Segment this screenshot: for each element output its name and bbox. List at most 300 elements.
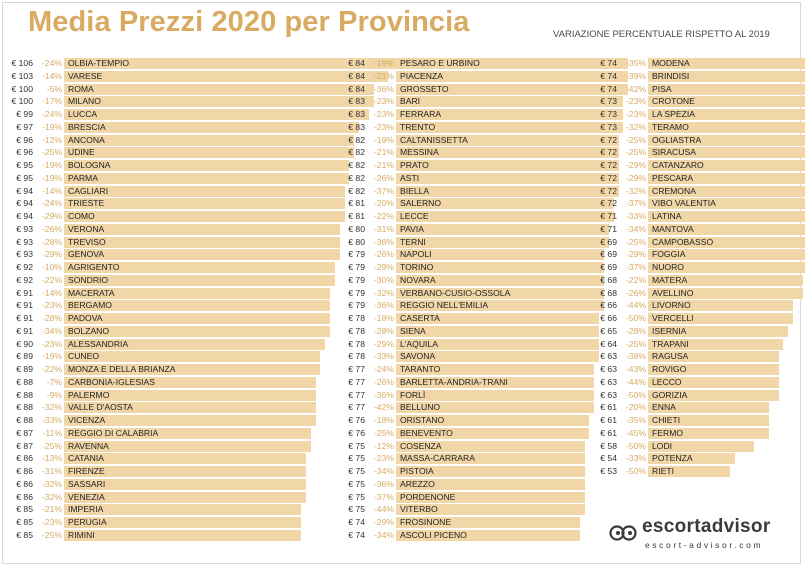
price-label: € 74 [600, 83, 617, 94]
variation-label: -19% [41, 160, 62, 170]
variation-label: -36% [373, 478, 394, 489]
price-label: € 82 [348, 172, 365, 183]
bar [64, 249, 340, 260]
variation-label: -21% [373, 147, 394, 158]
province-label: CUNEO [68, 351, 100, 362]
province-label: LUCCA [68, 109, 98, 119]
variation-label: -33% [625, 453, 646, 464]
province-label: SONDRIO [68, 274, 109, 285]
price-label: € 63 [600, 351, 617, 362]
price-label: € 81 [348, 211, 365, 221]
variation-label: -44% [625, 300, 646, 311]
price-label: € 85 [16, 529, 33, 540]
variation-label: -22% [373, 211, 394, 221]
bar [396, 326, 599, 337]
variation-label: -33% [373, 351, 394, 362]
price-label: € 84 [348, 58, 365, 68]
price-label: € 80 [348, 223, 365, 234]
province-label: FERMO [652, 427, 684, 438]
price-label: € 74 [348, 529, 365, 540]
province-label: LIVORNO [652, 300, 691, 311]
province-label: GORIZIA [652, 389, 688, 400]
province-label: REGGIO NELL'EMILIA [400, 300, 489, 311]
price-label: € 66 [600, 313, 617, 323]
province-label: POTENZA [652, 453, 693, 464]
bar [64, 224, 340, 235]
variation-label: -17% [41, 96, 62, 107]
price-label: € 88 [16, 376, 33, 387]
price-label: € 84 [348, 83, 365, 94]
province-label: COMO [68, 211, 95, 221]
variation-label: -26% [373, 376, 394, 387]
variation-label: -9% [46, 389, 62, 400]
province-label: NAPOLI [400, 249, 432, 260]
variation-label: -14% [41, 70, 62, 81]
variation-label: -23% [625, 109, 646, 119]
variation-label: -36% [373, 389, 394, 400]
price-label: € 92 [16, 274, 33, 285]
variation-label: -14% [41, 287, 62, 298]
variation-label: -29% [625, 172, 646, 183]
price-label: € 72 [600, 172, 617, 183]
price-label: € 61 [600, 415, 617, 425]
variation-label: -38% [625, 351, 646, 362]
brand-site: escort-advisor.com [645, 540, 764, 550]
price-label: € 81 [348, 198, 365, 209]
price-label: € 85 [16, 504, 33, 515]
price-label: € 93 [16, 236, 33, 247]
variation-label: -36% [373, 300, 394, 311]
variation-label: -37% [373, 185, 394, 196]
price-label: € 77 [348, 364, 365, 374]
province-label: LECCE [400, 211, 429, 221]
province-label: MONZA E DELLA BRIANZA [68, 364, 176, 374]
variation-label: -34% [625, 223, 646, 234]
chart-title: Media Prezzi 2020 per Provincia [28, 6, 470, 38]
variation-label: -32% [41, 402, 62, 413]
eyes-icon [609, 518, 637, 546]
price-label: € 85 [16, 517, 33, 527]
province-label: BARLETTA-ANDRIA-TRANI [400, 376, 508, 387]
price-label: € 91 [16, 325, 33, 336]
province-label: VENEZIA [68, 491, 105, 502]
price-label: € 88 [16, 402, 33, 413]
variation-label: -25% [373, 427, 394, 438]
price-label: € 91 [16, 300, 33, 311]
variation-label: -43% [625, 364, 646, 374]
province-label: PERUGIA [68, 517, 107, 527]
price-label: € 74 [600, 58, 617, 68]
price-label: € 68 [600, 274, 617, 285]
province-label: OLBIA-TEMPIO [68, 58, 130, 68]
province-label: VERONA [68, 223, 105, 234]
province-label: MACERATA [68, 287, 115, 298]
price-label: € 96 [16, 134, 33, 145]
price-label: € 71 [600, 211, 617, 221]
variation-label: -11% [42, 427, 62, 438]
price-label: € 75 [348, 453, 365, 464]
price-label: € 89 [16, 351, 33, 362]
province-label: IMPERIA [68, 504, 104, 515]
variation-label: -28% [41, 236, 62, 247]
price-label: € 89 [16, 364, 33, 374]
price-label: € 95 [16, 160, 33, 170]
price-label: € 96 [16, 147, 33, 158]
price-label: € 80 [348, 236, 365, 247]
province-label: TERNI [400, 236, 426, 247]
bar [64, 198, 345, 209]
province-label: TARANTO [400, 364, 441, 374]
bar [64, 211, 345, 222]
bar [64, 122, 359, 133]
variation-label: -29% [373, 517, 394, 527]
province-label: TRAPANI [652, 338, 689, 349]
price-label: € 54 [600, 453, 617, 464]
variation-label: -21% [373, 160, 394, 170]
province-label: RIMINI [68, 529, 95, 540]
variation-label: -34% [373, 529, 394, 540]
price-label: € 61 [600, 427, 617, 438]
province-label: PISA [652, 83, 672, 94]
price-label: € 78 [348, 338, 365, 349]
province-label: RAVENNA [68, 440, 109, 451]
variation-label: -42% [625, 83, 646, 94]
province-label: CATANZARO [652, 160, 704, 170]
variation-label: -30% [373, 274, 394, 285]
bar [396, 173, 619, 184]
province-label: PORDENONE [400, 491, 456, 502]
variation-label: -35% [625, 58, 646, 68]
variation-label: -23% [373, 121, 394, 132]
variation-label: -20% [373, 198, 394, 209]
variation-label: -25% [625, 147, 646, 158]
variation-label: -45% [625, 427, 646, 438]
province-label: BIELLA [400, 185, 430, 196]
brand-logo [609, 516, 779, 552]
province-label: SAVONA [400, 351, 436, 362]
province-label: TRIESTE [68, 198, 105, 209]
province-label: TERAMO [652, 121, 689, 132]
price-label: € 84 [348, 70, 365, 81]
province-label: LECCO [652, 376, 682, 387]
variation-label: -24% [41, 109, 62, 119]
variation-label: -12% [373, 440, 394, 451]
province-label: VITERBO [400, 504, 438, 515]
variation-label: -50% [625, 313, 646, 323]
price-label: € 103 [11, 70, 33, 81]
price-label: € 95 [16, 172, 33, 183]
variation-label: -14% [41, 185, 62, 196]
price-label: € 73 [600, 109, 617, 119]
province-label: FOGGIA [652, 249, 686, 260]
variation-label: -23% [373, 109, 394, 119]
variation-label: -25% [625, 134, 646, 145]
variation-label: -5% [46, 83, 62, 94]
price-label: € 69 [600, 262, 617, 272]
bar [64, 84, 374, 95]
price-label: € 78 [348, 351, 365, 362]
province-label: CATANIA [68, 453, 104, 464]
province-label: FIRENZE [68, 466, 105, 476]
variation-label: -37% [625, 262, 646, 272]
variation-label: -19% [41, 121, 62, 132]
province-label: ANCONA [68, 134, 105, 145]
price-label: € 77 [348, 376, 365, 387]
province-label: FERRARA [400, 109, 442, 119]
province-label: REGGIO DI CALABRIA [68, 427, 159, 438]
variation-label: -44% [373, 504, 394, 515]
variation-label: -24% [41, 58, 62, 68]
price-label: € 88 [16, 415, 33, 425]
province-label: MODENA [652, 58, 690, 68]
province-label: MASSA-CARRARA [400, 453, 475, 464]
price-label: € 79 [348, 274, 365, 285]
price-label: € 65 [600, 325, 617, 336]
variation-label: -12% [41, 134, 62, 145]
province-label: MILANO [68, 96, 101, 107]
bar [396, 237, 609, 248]
province-label: CALTANISSETTA [400, 134, 468, 145]
province-label: TORINO [400, 262, 434, 272]
price-label: € 79 [348, 262, 365, 272]
variation-label: -10% [41, 262, 62, 272]
variation-label: -22% [41, 274, 62, 285]
variation-label: -18% [373, 415, 394, 425]
province-label: BRINDISI [652, 70, 690, 81]
bar [64, 351, 320, 362]
province-label: PESCARA [652, 172, 694, 183]
price-label: € 82 [348, 147, 365, 158]
province-label: MESSINA [400, 147, 439, 158]
variation-label: -50% [625, 389, 646, 400]
variation-label: -24% [373, 364, 394, 374]
variation-label: -36% [373, 83, 394, 94]
price-label: € 68 [600, 287, 617, 298]
province-label: CARBONIA-IGLESIAS [68, 376, 155, 387]
variation-label: -29% [373, 338, 394, 349]
province-label: VIBO VALENTIA [652, 198, 716, 209]
variation-label: -25% [625, 236, 646, 247]
variation-label: -23% [41, 517, 62, 527]
province-label: MANTOVA [652, 223, 694, 234]
price-label: € 69 [600, 236, 617, 247]
bar [64, 530, 301, 541]
variation-label: -37% [373, 491, 394, 502]
province-label: FROSINONE [400, 517, 452, 527]
province-label: RAGUSA [652, 351, 689, 362]
province-label: COSENZA [400, 440, 442, 451]
variation-label: -28% [373, 325, 394, 336]
province-label: PADOVA [68, 313, 103, 323]
province-label: TRENTO [400, 121, 436, 132]
price-label: € 87 [16, 427, 33, 438]
price-label: € 77 [348, 389, 365, 400]
variation-label: -19% [373, 134, 394, 145]
province-label: RIETI [652, 466, 674, 476]
price-label: € 83 [348, 96, 365, 107]
price-label: € 63 [600, 389, 617, 400]
price-label: € 64 [600, 338, 617, 349]
bar [64, 173, 349, 184]
variation-label: -32% [41, 478, 62, 489]
price-label: € 76 [348, 415, 365, 425]
province-label: BARI [400, 96, 421, 107]
variation-label: -32% [625, 185, 646, 196]
province-label: L'AQUILA [400, 338, 438, 349]
province-label: CASERTA [400, 313, 440, 323]
price-label: € 100 [11, 83, 33, 94]
price-label: € 71 [600, 223, 617, 234]
price-label: € 92 [16, 262, 33, 272]
chart-subtitle: VARIAZIONE PERCENTUALE RISPETTO AL 2019 [553, 29, 770, 40]
variation-label: -29% [41, 211, 62, 221]
price-label: € 86 [16, 491, 33, 502]
price-label: € 86 [16, 466, 33, 476]
province-label: GROSSETO [400, 83, 449, 94]
province-label: VICENZA [68, 415, 106, 425]
variation-label: -25% [41, 147, 62, 158]
variation-label: -26% [41, 223, 62, 234]
variation-label: -29% [625, 249, 646, 260]
variation-label: -22% [625, 274, 646, 285]
province-label: PIACENZA [400, 70, 443, 81]
variation-label: -32% [373, 287, 394, 298]
province-label: CROTONE [652, 96, 695, 107]
province-label: AREZZO [400, 478, 435, 489]
price-label: € 94 [16, 211, 33, 221]
price-label: € 75 [348, 491, 365, 502]
price-label: € 63 [600, 364, 617, 374]
variation-label: -22% [41, 364, 62, 374]
province-label: CHIETI [652, 415, 681, 425]
province-label: ROVIGO [652, 364, 687, 374]
province-label: TREVISO [68, 236, 106, 247]
province-label: ISERNIA [652, 325, 687, 336]
variation-label: -13% [41, 453, 62, 464]
price-label: € 78 [348, 325, 365, 336]
bar [64, 147, 354, 158]
province-label: BENEVENTO [400, 427, 453, 438]
variation-label: -34% [41, 325, 62, 336]
province-label: CREMONA [652, 185, 696, 196]
province-label: VALLE D'AOSTA [68, 402, 133, 413]
price-label: € 79 [348, 300, 365, 311]
variation-label: -23% [373, 96, 394, 107]
price-label: € 72 [600, 185, 617, 196]
bar [396, 224, 609, 235]
province-label: ENNA [652, 402, 676, 413]
variation-label: -39% [625, 70, 646, 81]
province-label: MATERA [652, 274, 688, 285]
price-label: € 94 [16, 185, 33, 196]
price-label: € 69 [600, 249, 617, 260]
price-label: € 90 [16, 338, 33, 349]
price-label: € 73 [600, 121, 617, 132]
variation-label: -50% [625, 440, 646, 451]
province-label: OGLIASTRA [652, 134, 702, 145]
province-label: CAMPOBASSO [652, 236, 714, 247]
variation-label: -18% [373, 313, 394, 323]
bar [396, 186, 619, 197]
province-label: FORLÌ [400, 389, 426, 400]
price-label: € 79 [348, 249, 365, 260]
variation-label: -29% [625, 160, 646, 170]
province-label: ROMA [68, 83, 94, 94]
province-label: SALERNO [400, 198, 442, 209]
price-label: € 72 [600, 134, 617, 145]
price-label: € 88 [16, 389, 33, 400]
price-label: € 72 [600, 198, 617, 209]
price-label: € 91 [16, 313, 33, 323]
province-label: ASCOLI PICENO [400, 529, 467, 540]
variation-label: -44% [625, 376, 646, 387]
variation-label: -42% [373, 402, 394, 413]
variation-label: -26% [373, 249, 394, 260]
variation-label: -23% [373, 453, 394, 464]
price-label: € 87 [16, 440, 33, 451]
variation-label: -23% [625, 96, 646, 107]
price-label: € 106 [11, 58, 33, 68]
province-label: PISTOIA [400, 466, 434, 476]
price-label: € 97 [16, 121, 33, 132]
price-label: € 75 [348, 466, 365, 476]
variation-label: -23% [41, 300, 62, 311]
province-label: VERBANO-CUSIO-OSSOLA [400, 287, 511, 298]
variation-label: -28% [41, 313, 62, 323]
price-label: € 74 [600, 70, 617, 81]
province-label: PRATO [400, 160, 429, 170]
variation-label: -34% [373, 466, 394, 476]
price-label: € 72 [600, 147, 617, 158]
price-label: € 74 [348, 517, 365, 527]
variation-label: -31% [41, 466, 62, 476]
price-label: € 63 [600, 376, 617, 387]
variation-label: -26% [625, 287, 646, 298]
price-label: € 99 [16, 109, 33, 119]
price-label: € 79 [348, 287, 365, 298]
variation-label: -32% [41, 491, 62, 502]
province-label: AGRIGENTO [68, 262, 120, 272]
price-label: € 58 [600, 440, 617, 451]
price-label: € 83 [348, 109, 365, 119]
price-label: € 83 [348, 121, 365, 132]
variation-label: -28% [625, 325, 646, 336]
province-label: BERGAMO [68, 300, 112, 311]
price-label: € 73 [600, 96, 617, 107]
price-label: € 86 [16, 478, 33, 489]
variation-label: -26% [373, 172, 394, 183]
province-label: LATINA [652, 211, 682, 221]
price-label: € 100 [11, 96, 33, 107]
province-label: BOLOGNA [68, 160, 111, 170]
price-label: € 61 [600, 402, 617, 413]
bar [64, 96, 374, 107]
variation-label: -23% [41, 338, 62, 349]
price-label: € 75 [348, 504, 365, 515]
variation-label: -19% [373, 58, 394, 68]
price-label: € 82 [348, 160, 365, 170]
province-label: BRESCIA [68, 121, 106, 132]
variation-label: -38% [373, 236, 394, 247]
brand-name: escortadvisor [642, 516, 771, 537]
province-label: LODI [652, 440, 673, 451]
province-label: ASTI [400, 172, 420, 183]
province-label: ORISTANO [400, 415, 445, 425]
bar [64, 135, 354, 146]
price-label: € 94 [16, 198, 33, 209]
price-label: € 86 [16, 453, 33, 464]
variation-label: -7% [46, 376, 62, 387]
